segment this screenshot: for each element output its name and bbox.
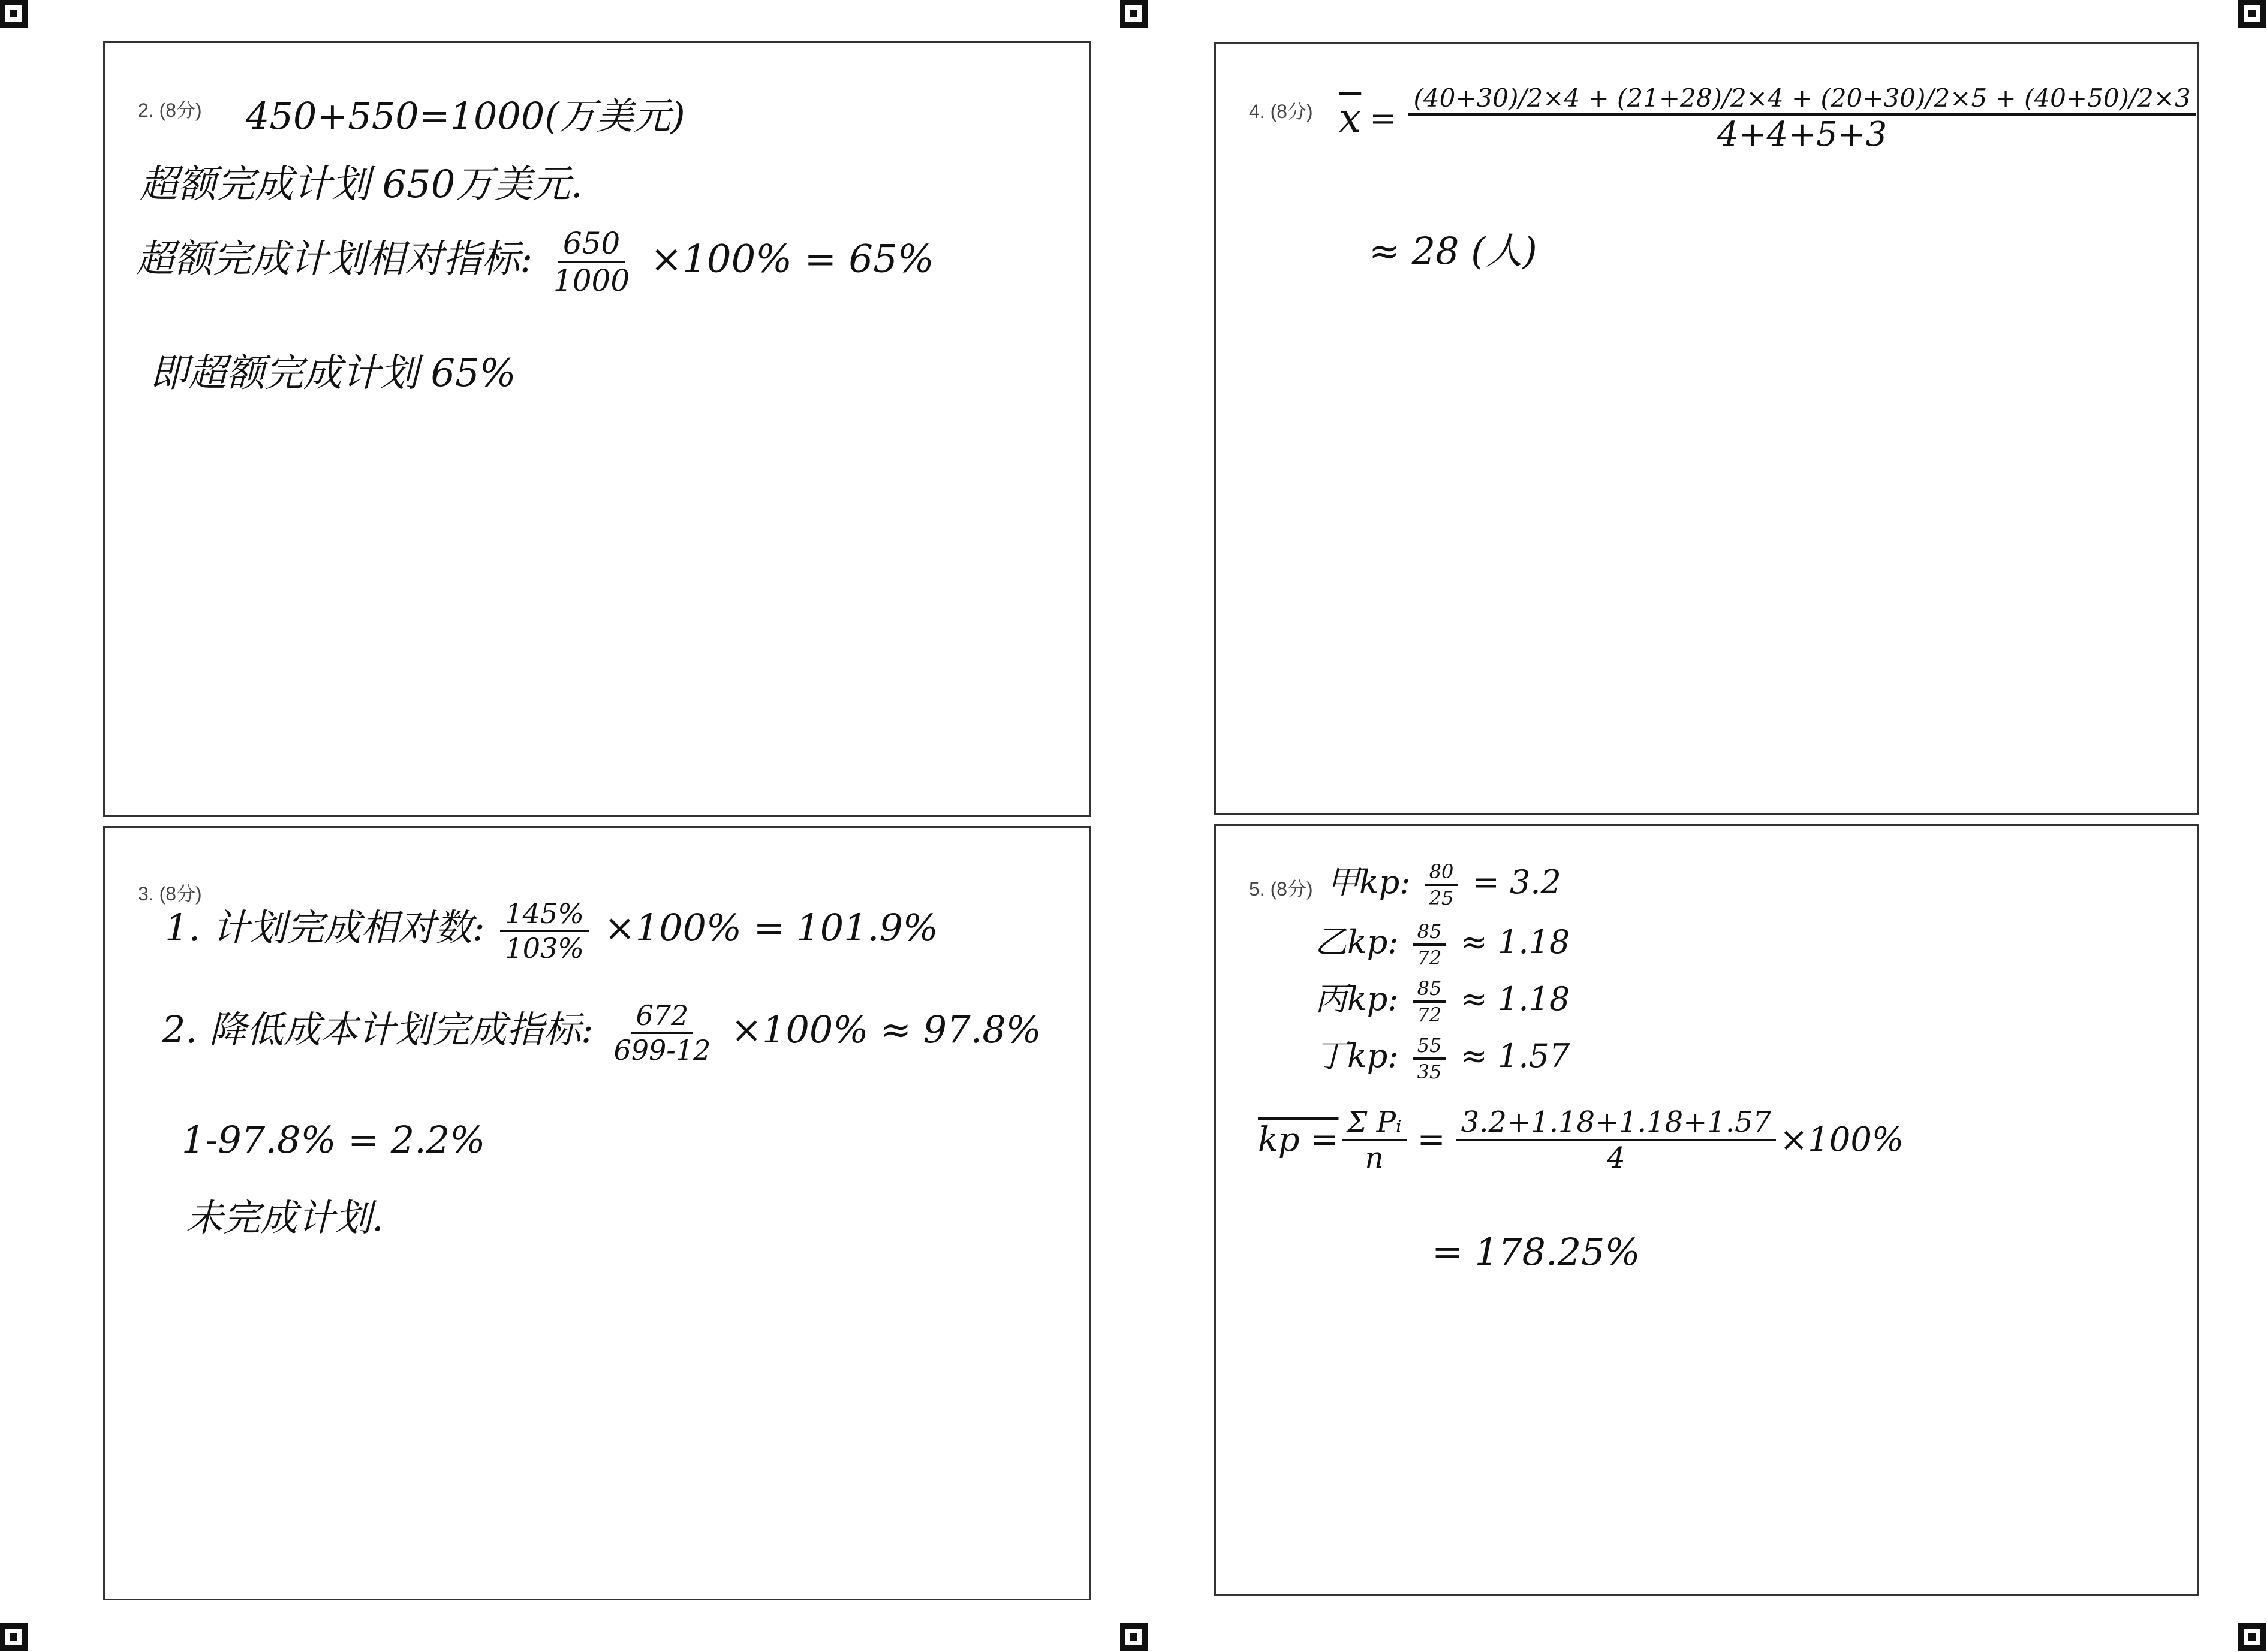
kp-row-name: 甲kp:	[1327, 863, 1411, 901]
kp-row-yi	[1315, 922, 1570, 967]
answer-panel-q2	[103, 41, 1091, 817]
equals-sign: =	[1369, 100, 1397, 137]
fraction	[500, 897, 589, 964]
question-label: 4. (8分)	[1249, 101, 1313, 122]
kp-row-bing	[1315, 979, 1570, 1024]
fraction-denominator: 103%	[505, 932, 584, 964]
kp-row-name: 丁kp:	[1315, 1037, 1399, 1075]
answer-line-1: 450+550=1000(万美元)	[246, 94, 685, 138]
answer-line-2	[162, 999, 1041, 1066]
fraction-numerator: 672	[631, 1002, 694, 1034]
fraction	[1425, 862, 1459, 908]
mean-formula	[1339, 83, 2199, 154]
corner-marker-top-left	[0, 0, 28, 28]
question-label: 3. (8分)	[138, 883, 202, 905]
corner-marker-bottom-right	[2238, 1623, 2266, 1651]
answer-line-3-suffix: ×100% = 65%	[650, 237, 934, 282]
fraction	[1408, 83, 2195, 154]
kp-row-name: 乙kp:	[1315, 923, 1399, 961]
question-label: 2. (8分)	[138, 100, 202, 121]
answer-line-3-prefix: 超额完成计划相对指标:	[136, 237, 533, 282]
fraction-denominator: 35	[1417, 1060, 1442, 1083]
fraction	[1413, 1036, 1447, 1081]
fraction	[609, 999, 715, 1066]
kp-row-ding	[1315, 1036, 1570, 1081]
fraction	[1413, 922, 1447, 967]
fraction-denominator: 25	[1429, 887, 1454, 909]
kp-row-value: ≈ 1.57	[1460, 1037, 1570, 1075]
fraction-denominator: 1000	[553, 263, 630, 298]
answer-panel-q3	[103, 826, 1091, 1600]
kp-row-value: ≈ 1.18	[1460, 923, 1570, 961]
kp-row-jia	[1327, 862, 1561, 908]
kp-row-value: = 3.2	[1472, 863, 1561, 901]
fraction-denominator: n	[1365, 1141, 1384, 1175]
fraction	[1456, 1105, 1777, 1175]
average-kp-formula	[1258, 1105, 1904, 1175]
fraction-numerator: 3.2+1.18+1.18+1.57	[1456, 1108, 1777, 1141]
fraction-numerator: 650	[558, 228, 625, 263]
fraction-denominator: 72	[1417, 1003, 1442, 1026]
answer-line-1	[165, 897, 938, 964]
mean-symbol: $\overline{x}$	[1339, 95, 1362, 141]
answer-line-1-suffix: ×100% = 101.9%	[604, 906, 938, 950]
fraction	[1413, 979, 1447, 1024]
question-label: 5. (8分)	[1249, 878, 1313, 900]
average-kp-result: = 178.25%	[1432, 1230, 1640, 1274]
corner-marker-top-center	[1120, 0, 1148, 28]
fraction-numerator: 55	[1413, 1036, 1447, 1060]
fraction-numerator: 85	[1413, 922, 1447, 946]
fraction	[549, 228, 634, 296]
fraction-denominator: 4	[1607, 1141, 1625, 1175]
answer-line-2-suffix: ×100% ≈ 97.8%	[731, 1008, 1041, 1052]
corner-marker-bottom-left	[0, 1623, 28, 1651]
answer-line-3	[136, 228, 934, 296]
fraction-denominator: 72	[1417, 946, 1442, 969]
average-kp-suffix: ×100%	[1780, 1120, 1904, 1159]
mean-result: ≈ 28 (人)	[1369, 229, 1537, 273]
answer-line-2-prefix: 2. 降低成本计划完成指标:	[162, 1008, 594, 1052]
answer-line-1-prefix: 1. 计划完成相对数:	[165, 906, 485, 950]
fraction-numerator: 80	[1425, 862, 1459, 886]
fraction-denominator: 4+4+5+3	[1717, 115, 1887, 154]
answer-line-4: 未完成计划.	[186, 1196, 384, 1240]
corner-marker-bottom-center	[1120, 1623, 1148, 1651]
fraction	[1342, 1105, 1407, 1175]
fraction-numerator: (40+30)/2×4 + (21+28)/2×4 + (20+30)/2×5 + (40+50)/2×3	[1408, 86, 2195, 116]
answer-line-2: 超额完成计划 650万美元.	[140, 162, 583, 207]
fraction-numerator: 85	[1413, 979, 1447, 1003]
answer-panel-q5	[1214, 824, 2199, 1596]
fraction-denominator: 699-12	[613, 1034, 711, 1066]
fraction-numerator: 145%	[500, 900, 589, 932]
kp-row-name: 丙kp:	[1315, 980, 1399, 1018]
equals-sign: =	[1417, 1120, 1446, 1159]
kp-row-value: ≈ 1.18	[1460, 980, 1570, 1018]
corner-marker-top-right	[2238, 0, 2266, 28]
fraction-numerator: Σ Pᵢ	[1342, 1108, 1407, 1141]
answer-line-3: 1-97.8% = 2.2%	[182, 1118, 486, 1162]
answer-panel-q4	[1214, 42, 2199, 815]
average-kp-lhs: kp =	[1258, 1120, 1339, 1159]
answer-line-4: 即超额完成计划 65%	[150, 351, 516, 396]
